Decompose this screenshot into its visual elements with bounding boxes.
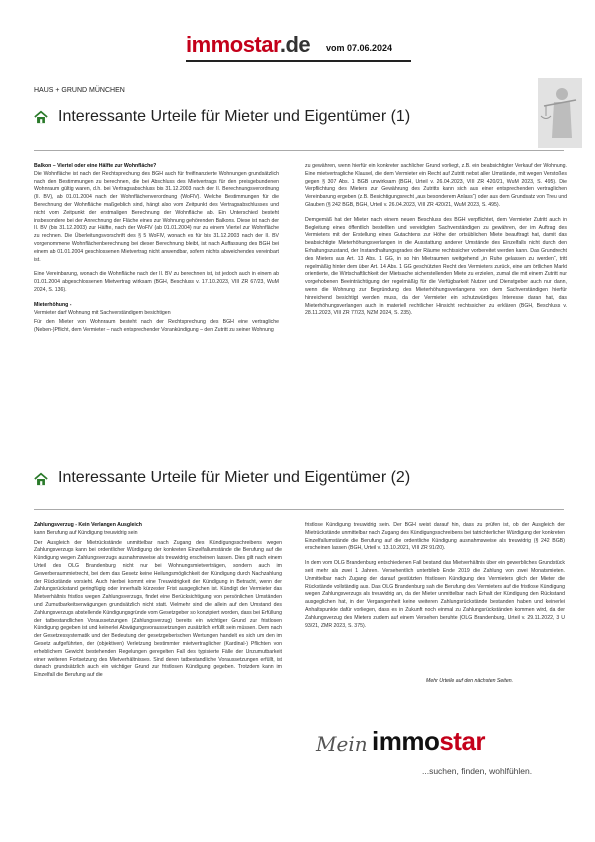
article2-column-left	[34, 522, 282, 842]
meinimmostar-ad[interactable]	[306, 692, 564, 822]
subheading: Mieterhöhung -	[34, 301, 72, 308]
justice-statue-image	[538, 78, 582, 148]
article2-column-right	[305, 522, 565, 686]
paragraph: fristlose Kündigung treuwidrig sein. Der BGH weist darauf hin, dass zu prüfen ist, ob der Ausgleich der Mietrückstände unmittelbar nach Zugang des Kündigungsschreibens bei tatrichterlicher Würdigung der konkreten Einzelfallumstände die Berufung auf die ordentliche Kündigung ausnahmsweise als treuwidrig (§ 242 BGB) erscheinen lassen (BGH, Urteil v. 13.10.2021, VIII ZR 91/20).	[305, 522, 565, 552]
paragraph: Eine Vereinbarung, wonach die Wohnfläche nach der II. BV zu berechnen ist, ist jedoch auch in einem ab 01.01.2004 abgeschlossenen Mietvertrag wirksam (BGH, Beschluss v. 17.10.2023, VIII ZR 67/23, WuM 2024, S. 136).	[34, 271, 279, 293]
article1-title: Interessante Urteile für Mieter und Eigentümer (1)	[58, 108, 411, 125]
ad-slogan: ...suchen, finden, wohlfühlen.	[422, 766, 533, 776]
paragraph: Für den Mieter von Wohnraum besteht nach der Rechtsprechung des BGH eine vertragliche (Neben-)Pflicht, dem Vermieter – nach entsprechender Vorankündigung – den Zutritt zu seiner Wohnung	[34, 319, 279, 334]
subheading: Zahlungsverzug - Kein Verlangen Ausgleich	[34, 522, 142, 528]
header-rule	[186, 60, 411, 62]
subheading-line: Vermieter darf Wohnung mit Sachverständigem besichtigen	[34, 309, 171, 316]
publication-date: vom 07.06.2024	[326, 43, 393, 53]
article1-top-rule	[34, 150, 564, 151]
immostar-logo: immostar.de	[186, 32, 311, 57]
paragraph: Der Ausgleich der Mietrückstände unmittelbar nach Zugang des Kündigungsschreibens wegen Zahlungsverzugs kann bei ordentlicher Würdigung der konkreten Einzelfallumstände die Berufung auf die Kündigung wegen Zahlungsverzugs ausnahmsweise als treuwidrig erscheinen lassen. Dies gilt nach einem Urteil des OLG Brandenburg nicht nur bei Wohnungsmietverträgen, sondern auch im Gewerberaummietrecht, bei dem das Gesetz keine Heilungsmöglichkeit der Kündigung durch Nachzahlung der Rückstände vorsieht. Auch hierbei kommt eine Treuwidrigkeit der Kündigung in Betracht, wenn der Zahlungsrückstand geringfügig oder innerhalb kürzester Frist ausgeglichen ist. Kündigt der Vermieter das Mietverhältnis fristlos wegen Zahlungsverzugs, findet eine Berücksichtigung von persönlichen Umständen und Zumutbarkeitserwägungen grundsätzlich nicht statt. Vielmehr sind die allein auf den Umstand des Zahlungsverzugs abstellende Kündigungsgründe vom Gesetzgeber so konzipiert worden, dass bei Erfüllung der tatbestandlichen Voraussetzungen (Zahlungsverzug) bereits ein wichtiger Grund zur fristlosen Kündigung gegeben ist und keinerlei Abwägungsvoraussetzungen zusätzlich erfüllt sein müssen. Dem nach der Gesetzessystematik und der Bedeutung der gesetzgeberischen Wertungen handelt es sich um den im Gesetz aufgeführten, der (objektiven) Verletzung bestimmter mietvertraglicher (Kardinal-) Pflichten von erheblichem Gewicht bestehenden Regelungen geregelten Fall des typisierte Fälle der Unzumutbarkeit einer weiteren Fortsetzung des Mietverhältnisses. Sind deren tatbestandliche Voraussetzungen erfüllt, ist danach grundsätzlich auch ein wichtiger Grund zur fristlosen Kündigung gegeben. Trotzdem kann im Einzelfall die Berufung auf die	[34, 539, 282, 679]
house-icon	[34, 110, 48, 129]
ad-mein-text: Mein	[316, 732, 368, 756]
article1-column-right	[305, 163, 567, 455]
article2-top-rule	[34, 509, 564, 510]
paragraph: In dem vom OLG Brandenburg entschiedenen Fall bestand das Mietverhältnis über ein gewerbliches Grundstück seit mehr als zwei 1 Jahren. Versehentlich unterblieb Ende 2019 die Zahlung von zwei Monatsmieten. Unmittelbar nach Zugang der darauf gestützten fristlosen Kündigung des Vermieters glich der Mieter die Rückstände vollständig aus. Das OLG Brandenburg sah die Berufung des Vermieters auf die fristlose Kündigung wegen Zahlungsverzugs als treuwidrig an, da der Mieter unmittelbar nach Erhalt der Kündigung den Rückstand ausgeglichen hat, in der Vergangenheit keine weiteren Zahlungsrückstände bestanden haben und keinerlei Anhaltspunkte dafür vorliegen, dass es in Zukunft noch einmal zu Zahlungsrückständen kommen wird, da der Zahlungsverzug des Mieters zudem auf einem Versehen beruhte (OLG Brandenburg, Urteil v. 29.11.2022, 3 U 93/21, ZMR 2023, S. 375).	[305, 560, 565, 629]
subheading-line: kann Berufung auf Kündigung treuwidrig sein	[34, 529, 138, 536]
paragraph: zu gewähren, wenn hierfür ein konkreter sachlicher Grund vorliegt, z.B. ein beabsichtigter Verkauf der Wohnung. Eine mietvertragliche Klausel, die dem Vermieter ein Recht auf Zutritt nebst aller Umstände, mit wegen Verstoßes gegen § 307 Abs. 1 BGB unwirksam (BGH, Urteil v. 26.04.2023, VIII ZR 420/21, WuM 2023, S. 495). Die Verpflichtung des Mieters zur Gewährung des Zutritts kann sich aus einer entsprechenden vertraglichen Vereinbarung ergeben (z.B. Besichtigungsrecht „aus besonderem Anlass“) oder aus dem Grundsatz von Treu und Glauben (§ 242 BGB, BGH, Urteil v. 26.04.2023, VIII ZR 420/21, WuM 2023, S. 495).	[305, 163, 567, 208]
house-icon	[34, 472, 48, 491]
paragraph: Demgemäß hat der Mieter nach einem neuen Beschluss des BGH verpflichtet, dem Vermieter Zutritt auch in Begleitung eines öffentlich bestellten und vereidigten Sachverständigen zu gewähren, der im Auftrag des Vermieters mit der Erstellung eines Gutachtens zur Höhe der ortsüblichen Miete beauftragt hat, damit das beabsichtigte Mieterhöhungsverlangen in die Ausstattung anderer Umstände des Einzelfalls nicht durch den Erhaltungszustand, der Instandhaltungsgrades der Räume rechtssicher vorbereitet werden kann. Das Grundrecht des Mieters aus Art. 13 Abs. 1 GG, in so hin Mietraumen weitgehend „in Ruhe gelassen zu werden“, tritt regelmäßig hinter dem über Art. 14 Abs. 1 GG geschützten Recht des Vermieters zurück, eine am örtlichen Markt orientierte, die Wirtschaftlichkeit der Mietsache sicherstellenden Miete zu erzielen, zumal die mit einem Zutritt nur vorgehobenen Beeinträchtigung der regelmäßig für die Verfügbarkeit Nutzer und Dienstgeber auch nur dann, wenn die Wohnung zur Begründung des Mieterhöhungsverlangens von dem Sachverständigen hierfür hinreichend besichtigt werden muss, da der Vermieter ein schutzwürdiges Interesse daran hat, das Mieterhöhungsverlangen auch in materiell rechtlicher Hinsicht rechtssicher zu erklären (BGH, Beschluss v. 28.11.2023, VIII ZR 77/23, NZM 2024, S. 235).	[305, 216, 567, 317]
ad-logo: immostar	[372, 726, 486, 756]
article1-column-left	[34, 163, 279, 455]
subheading: Balkon – Viertel oder eine Hälfte zur Wohnfläche?	[34, 163, 157, 169]
paragraph: Die Wohnfläche ist nach der Rechtsprechung des BGH auch für freifinanzierte Wohnungen grundsätzlich nach den Bestimmungen zu berechnen, die bei Abschluss des Mietvertrags für den preisgebundenen Wohnraum gültig waren, d.h. bei Vertragsabschluss bis 31.12.2003 nach der II. Berechnungsverordnung (II. BV), ab 01.01.2004 nach der Wohnflächenverordnung (WoFlV). Welche Bestimmungen für die Berechnung der Wohnfläche maßgeblich sind, hängt also vom Zeitpunkt des Vertragsabschlusses und nicht vom Zeitpunkt der erstmaligen Berechnung der Wohnfläche ab. Ein Unterschied besteht insbesondere bei der Anrechnung der Fläche eines zur Wohnung gehörenden Balkons. Diese ist nach der II. BV (bis 31.12.2003) zur Hälfte, nach der WoFlV (ab 01.01.2004) nur zu einem Viertel zur Wohnfläche zu rechnen. Die Überleitungsvorschrift des § 5 WoFlV, wonach es für bis 31.12.2003 nach der II. BV vorgenommene Wohnflächenberechnung bei dieser Berechnung bleibt, ist nach Auffassung des BGH bei einem ab 01.01.2004 geschlossenen Mietvertrag nicht anwendbar, sofern nichts abweichendes vereinbart ist.	[34, 170, 279, 263]
more-rulings-note: Mehr Urteile auf den nächsten Seiten.	[426, 678, 514, 684]
category-label: HAUS + GRUND MÜNCHEN	[34, 87, 125, 94]
article2-title: Interessante Urteile für Mieter und Eigentümer (2)	[58, 469, 411, 486]
